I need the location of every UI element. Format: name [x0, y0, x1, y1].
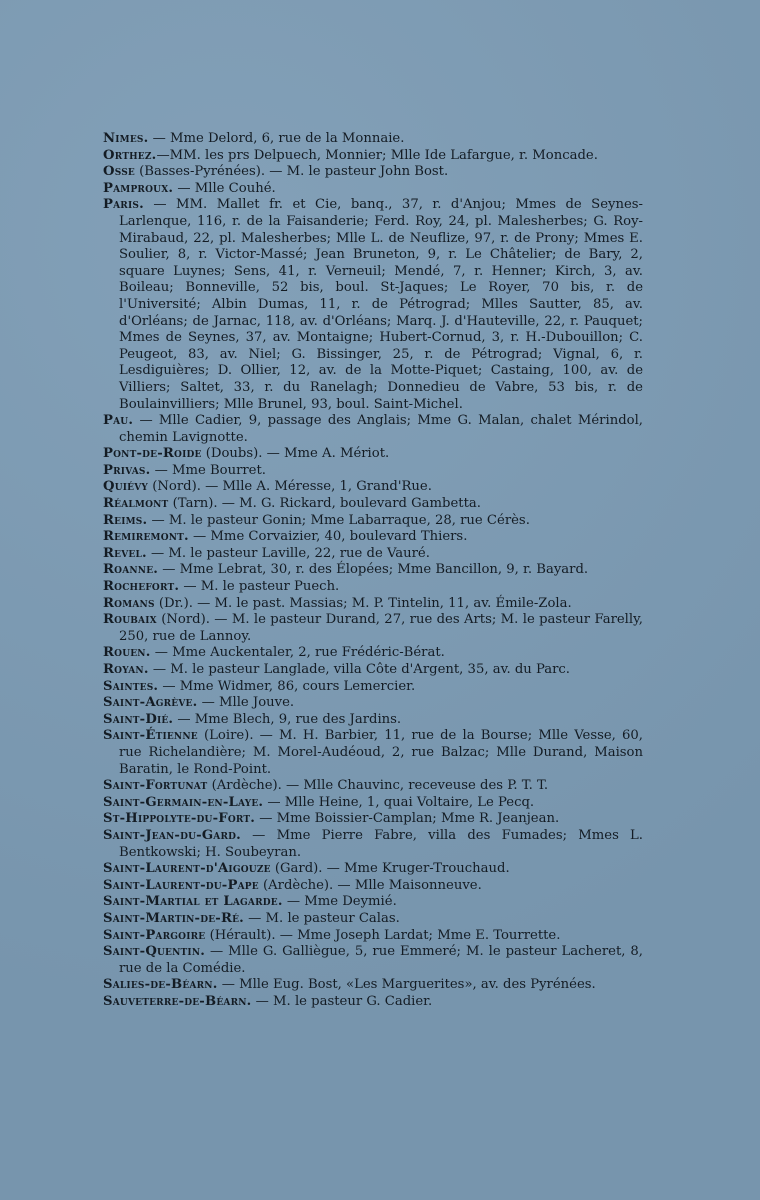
list-item: [103, 712, 643, 729]
entry-text: — Mlle Eug. Bost, «Les Marguerites», av. des Pyrénées.: [217, 977, 596, 993]
entry-text: — Mme Delord, 6, rue de la Monnaie.: [148, 131, 405, 146]
city-name: Rouen.: [103, 645, 151, 661]
list-item: [103, 828, 643, 861]
city-name: Saint-Dié.: [103, 711, 174, 727]
list-item: [103, 928, 643, 945]
city-name: Reims.: [103, 512, 148, 528]
list-item: [103, 878, 643, 895]
city-name: Saint-Quentin.: [103, 944, 206, 960]
entry-text: (Nord). — Mlle A. Méresse, 1, Grand'Rue.: [148, 479, 432, 495]
list-item: [103, 562, 643, 579]
city-name: Royan.: [103, 662, 149, 677]
list-item: [103, 662, 643, 679]
entry-text: — Mme Blech, 9, rue des Jardins.: [173, 711, 402, 727]
city-name: Saint-Étienne: [103, 728, 198, 744]
entry-text: (Gard). — Mme Kruger-Trouchaud.: [270, 861, 510, 877]
entry-text: — M. le pasteur G. Cadier.: [251, 993, 433, 1009]
entry-text: (Ardèche). — Mlle Chauvinc, receveuse des P. T. T.: [207, 778, 549, 794]
entry-text: — Mme Corvaizier, 40, boulevard Thiers.: [188, 529, 468, 545]
entry-text: (Doubs). — Mme A. Mériot.: [201, 446, 390, 462]
list-item: [103, 148, 643, 165]
entry-text: — Mme Lebrat, 30, r. des Élopées; Mme Bancillon, 9, r. Bayard.: [158, 562, 589, 578]
entry-text: — M. le pasteur Calas.: [243, 910, 400, 926]
city-name: Roubaix: [103, 612, 157, 628]
city-name: Saint-Laurent-du-Pape: [103, 877, 259, 893]
list-item: [103, 994, 643, 1011]
city-name: Saintes.: [103, 678, 159, 694]
list-item: [103, 679, 643, 696]
list-item: [103, 446, 643, 463]
list-item: [103, 861, 643, 878]
list-item: [103, 612, 643, 645]
list-item: [103, 131, 643, 148]
list-item: [103, 479, 643, 496]
entry-text: (Hérault). — Mme Joseph Lardat; Mme E. Tourrette.: [205, 927, 561, 943]
list-item: [103, 894, 643, 911]
entry-text: — Mlle Cadier, 9, passage des Anglais; Mme G. Malan, chalet Mérindol, chemin Lavignotte.: [119, 413, 643, 445]
list-item: [103, 911, 643, 928]
list-item: [103, 496, 643, 513]
list-item: [103, 513, 643, 530]
list-item: [103, 546, 643, 563]
city-name: Saint-Martin-de-Ré.: [103, 910, 244, 926]
city-name: Saint-Germain-en-Laye.: [103, 794, 264, 810]
city-name: Remiremont.: [103, 529, 189, 545]
list-item: [103, 596, 643, 613]
city-name: Saint-Laurent-d'Aigouze: [103, 861, 271, 877]
city-name: Quiévy: [103, 479, 149, 495]
list-item: [103, 811, 643, 828]
entry-text: (Basses-Pyrénées). — M. le pasteur John Bost.: [134, 164, 449, 180]
list-item: [103, 579, 643, 596]
city-name: Nimes.: [103, 131, 149, 146]
entry-text: — Mme Boissier-Camplan; Mme R. Jeanjean.: [255, 811, 560, 827]
city-name: Sauveterre-de-Béarn.: [103, 993, 252, 1009]
city-name: Saint-Pargoire: [103, 927, 206, 943]
list-item: [103, 728, 643, 778]
city-name: Saint-Agrève.: [103, 695, 198, 711]
city-name: Paris.: [103, 197, 144, 213]
list-item: [103, 197, 643, 413]
city-name: Romans: [103, 595, 155, 611]
list-item: [103, 645, 643, 662]
city-name: Privas.: [103, 462, 151, 478]
city-name: Saint-Martial et Lagarde.: [103, 894, 283, 910]
address-list: [103, 131, 643, 1010]
city-name: Revel.: [103, 545, 147, 561]
entry-text: — M. le pasteur Langlade, villa Côte d'Argent, 35, av. du Parc.: [148, 662, 571, 677]
entry-text: — Mlle Jouve.: [197, 695, 295, 711]
list-item: [103, 463, 643, 480]
entry-text: — Mme Widmer, 86, cours Lemercier.: [158, 678, 416, 694]
entry-text: — M. le pasteur Laville, 22, rue de Vauré.: [146, 545, 430, 561]
list-item: [103, 413, 643, 446]
city-name: Orthez.: [103, 147, 157, 163]
list-item: [103, 529, 643, 546]
city-name: Pamproux.: [103, 180, 174, 196]
entry-text: —MM. les prs Delpuech, Monnier; Mlle Ide Lafargue, r. Moncade.: [156, 147, 598, 163]
city-name: Osse: [103, 164, 135, 180]
entry-text: — Mme Bourret.: [150, 462, 266, 478]
city-name: Pont-de-Roide: [103, 446, 202, 462]
city-name: St-Hippolyte-du-Fort.: [103, 811, 256, 827]
entry-text: — Mlle G. Galliègue, 5, rue Emmeré; M. le pasteur Lacheret, 8, rue de la Comédie.: [119, 944, 643, 976]
list-item: [103, 778, 643, 795]
list-item: [103, 181, 643, 198]
entry-text: — Mme Deymié.: [282, 894, 397, 910]
city-name: Pau.: [103, 413, 134, 429]
entry-text: — Mlle Couhé.: [173, 180, 276, 196]
entry-text: — M. le pasteur Gonin; Mme Labarraque, 28, rue Cérès.: [147, 512, 530, 528]
list-item: [103, 795, 643, 812]
city-name: Rochefort.: [103, 579, 180, 595]
entry-text: (Tarn). — M. G. Rickard, boulevard Gambetta.: [168, 496, 481, 512]
list-item: [103, 164, 643, 181]
city-name: Saint-Jean-du-Gard.: [103, 827, 241, 843]
entry-text: (Nord). — M. le pasteur Durand, 27, rue des Arts; M. le pasteur Farelly, 250, rue de Lannoy.: [119, 612, 643, 644]
list-item: [103, 977, 643, 994]
entry-text: — MM. Mallet fr. et Cie, banq., 37, r. d'Anjou; Mmes de Seynes-Larlenque, 116, r. de la Faisanderie; Ferd. Roy, 24, pl. Malesherbes; G. Roy-Mirabaud, 22, pl. Malesherbes; Mlle L. de Neuflize, 97, r. de Prony; Mmes E. Soulier, 8, r. Victor-Massé; Jean Bruneton, 9, r. Le Châtelier; de Bary, 2, square Luynes; Sens, 41, r. Verneuil; Mendé, 7, r. Henner; Kirch, 3, av. Boileau; Bonneville, 52 bis, boul. St-Jaques; Le Royer, 70 bis, r. de l'Université; Albin Dumas, 11, r. de Pétrograd; Mlles Sautter, 85, av. d'Orléans; de Jarnac, 118, av. d'Orléans; Marq. J. d'Hauteville, 22, r. Pauquet; Mmes de Seynes, 37, av. Montaigne; Hubert-Cornud, 3, r. H.-Dubouillon; C. Peugeot, 83, av. Niel; G. Bissinger, 25, r. de Pétrograd; Vignal, 6, r. Lesdiguières; D. Ollier, 12, av. de la Motte-Piquet; Castaing, 100, av. de Villiers; Saltet, 33, r. du Ranelagh; Donnedieu de Vabre, 53 bis, r. de Boulainvilliers; Mlle Brunel, 93, boul. Saint-Michel.: [119, 197, 643, 412]
entry-text: (Loire). — M. H. Barbier, 11, rue de la Bourse; Mlle Vesse, 60, rue Richelandière; M. Morel-Audéoud, 2, rue Balzac; Mlle Durand, Maison Baratin, le Rond-Point.: [119, 728, 643, 777]
entry-text: (Ardèche). — Mlle Maisonneuve.: [258, 877, 482, 893]
city-name: Roanne.: [103, 562, 159, 578]
list-item: [103, 695, 643, 712]
city-name: Saint-Fortunat: [103, 778, 208, 794]
entry-text: — M. le pasteur Puech.: [179, 579, 340, 595]
entry-text: — Mlle Heine, 1, quai Voltaire, Le Pecq.: [263, 794, 535, 810]
entry-text: (Dr.). — M. le past. Massias; M. P. Tintelin, 11, av. Émile-Zola.: [154, 595, 572, 611]
city-name: Salies-de-Béarn.: [103, 977, 218, 993]
entry-text: — Mme Auckentaler, 2, rue Frédéric-Bérat.: [150, 645, 445, 661]
entry-text: — Mme Pierre Fabre, villa des Fumades; Mmes L. Bentkowski; H. Soubeyran.: [119, 827, 643, 860]
list-item: [103, 944, 643, 977]
city-name: Réalmont: [103, 496, 169, 512]
